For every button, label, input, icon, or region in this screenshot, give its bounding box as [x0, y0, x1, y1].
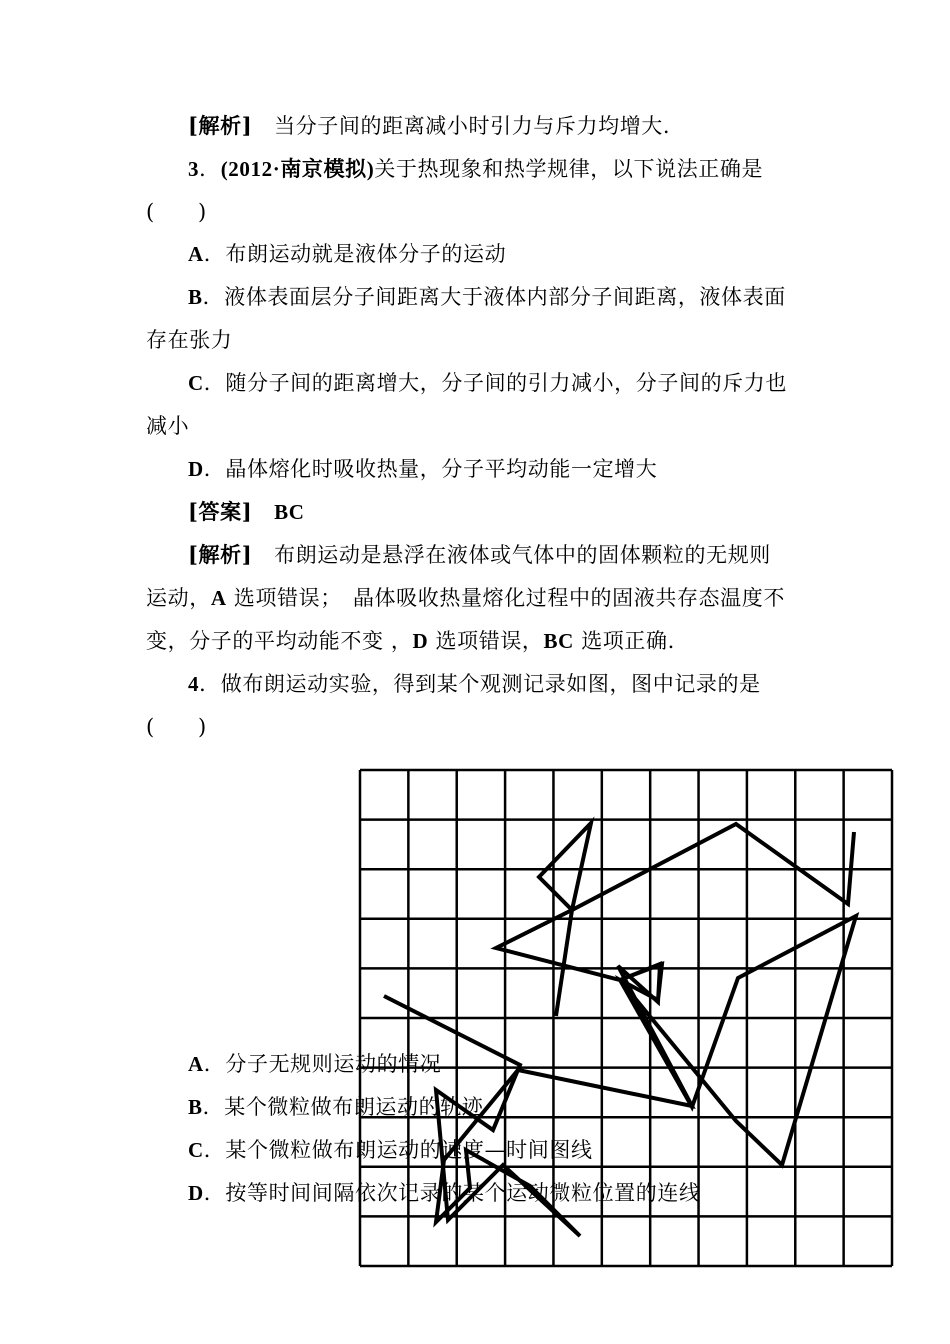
q4-option-c-text: 某个微粒做布朗运动的速度—时间图线 — [225, 1138, 593, 1162]
q3-paren: ( ) — [146, 200, 207, 224]
q4-option-b-letter: B — [188, 1095, 203, 1119]
q4-option-c: C．某个微粒做布朗运动的速度—时间图线 — [188, 1138, 593, 1162]
q3-analysis-3 — [146, 627, 675, 655]
q3-option-d-letter: D — [188, 457, 204, 481]
q4-option-b: B．某个微粒做布朗运动的轨迹 — [188, 1095, 484, 1119]
q3-answer — [188, 498, 304, 526]
q3-source: (2012·南京模拟) — [220, 157, 375, 181]
q3-option-d-text: 晶体熔化时吸收热量，分子平均动能一定增大 — [225, 457, 658, 481]
q4-paren: ( ) — [146, 715, 207, 739]
q4-option-d: D．按等时间间隔依次记录的某个运动微粒位置的连线 — [188, 1181, 701, 1205]
q4-option-a-text: 分子无规则运动的情况 — [225, 1052, 442, 1076]
q3-stem-text: 关于热现象和热学规律，以下说法正确是 — [374, 157, 764, 181]
q3-option-b-letter: B — [188, 285, 203, 309]
q3-analysis-2b: A — [210, 586, 227, 610]
q3-option-c-letter: C — [188, 371, 204, 395]
q3-analysis-3d: BC — [543, 629, 574, 653]
q4-option-c-letter: C — [188, 1138, 204, 1162]
q3-analysis-text-1: 布朗运动是悬浮在液体或气体中的固体颗粒的无规则 — [274, 543, 771, 567]
trajectory-path — [384, 823, 856, 1236]
q2-analysis-tag: [解析] — [188, 113, 253, 138]
q4-option-a-letter: A — [188, 1052, 204, 1076]
q3-option-b-text-1: 液体表面层分子间距离大于液体内部分子间距离，液体表面 — [224, 285, 786, 309]
q3-number: 3 — [188, 157, 200, 181]
q3-option-a: A．布朗运动就是液体分子的运动 — [188, 242, 507, 266]
q4-option-d-text: 按等时间间隔依次记录的某个运动微粒位置的连线 — [225, 1181, 701, 1205]
q3-stem: 3．(2012·南京模拟)关于热现象和热学规律，以下说法正确是 — [188, 157, 764, 181]
q4-option-a: A．分子无规则运动的情况 — [188, 1052, 442, 1076]
q3-analysis-tag: [解析] — [188, 542, 253, 567]
q3-analysis-3b: D — [412, 629, 429, 653]
q4-stem: 4．做布朗运动实验，得到某个观测记录如图，图中记录的是 — [188, 672, 761, 696]
q3-analysis-2 — [146, 584, 785, 612]
q3-option-c-text-1: 随分子间的距离增大，分子间的引力减小，分子间的斥力也 — [225, 371, 787, 395]
q3-option-d: D．晶体熔化时吸收热量，分子平均动能一定增大 — [188, 457, 658, 481]
q3-option-a-letter: A — [188, 242, 204, 266]
q3-option-b-text-2: 存在张力 — [146, 328, 233, 352]
q3-answer-tag: [答案] — [188, 499, 253, 524]
q4-stem-text: 做布朗运动实验，得到某个观测记录如图，图中记录的是 — [220, 672, 761, 696]
q3-option-c-text-2: 减小 — [146, 414, 190, 438]
q3-analysis-2c: 选项错误； 晶体吸收热量熔化过程中的固液共存态温度不 — [233, 586, 785, 610]
q3-answer-value: BC — [274, 500, 305, 524]
q3-analysis-1 — [188, 541, 771, 569]
q4-option-d-letter: D — [188, 1181, 204, 1205]
q2-analysis — [188, 112, 670, 140]
q3-analysis-3e: 选项正确. — [581, 629, 675, 653]
q4-option-b-text: 某个微粒做布朗运动的轨迹 — [224, 1095, 484, 1119]
q3-analysis-3a: 变，分子的平均动能不变 ， — [146, 629, 413, 653]
q3-analysis-3c: 选项错误， — [435, 629, 544, 653]
q3-option-a-text: 布朗运动就是液体分子的运动 — [225, 242, 507, 266]
q4-number: 4 — [188, 672, 200, 696]
q3-option-b: B．液体表面层分子间距离大于液体内部分子间距离，液体表面 — [188, 285, 786, 309]
q3-option-c: C．随分子间的距离增大，分子间的引力减小，分子间的斥力也 — [188, 371, 787, 395]
q2-analysis-text: 当分子间的距离减小时引力与斥力均增大. — [274, 114, 671, 138]
q3-analysis-2a: 运动， — [146, 586, 211, 610]
